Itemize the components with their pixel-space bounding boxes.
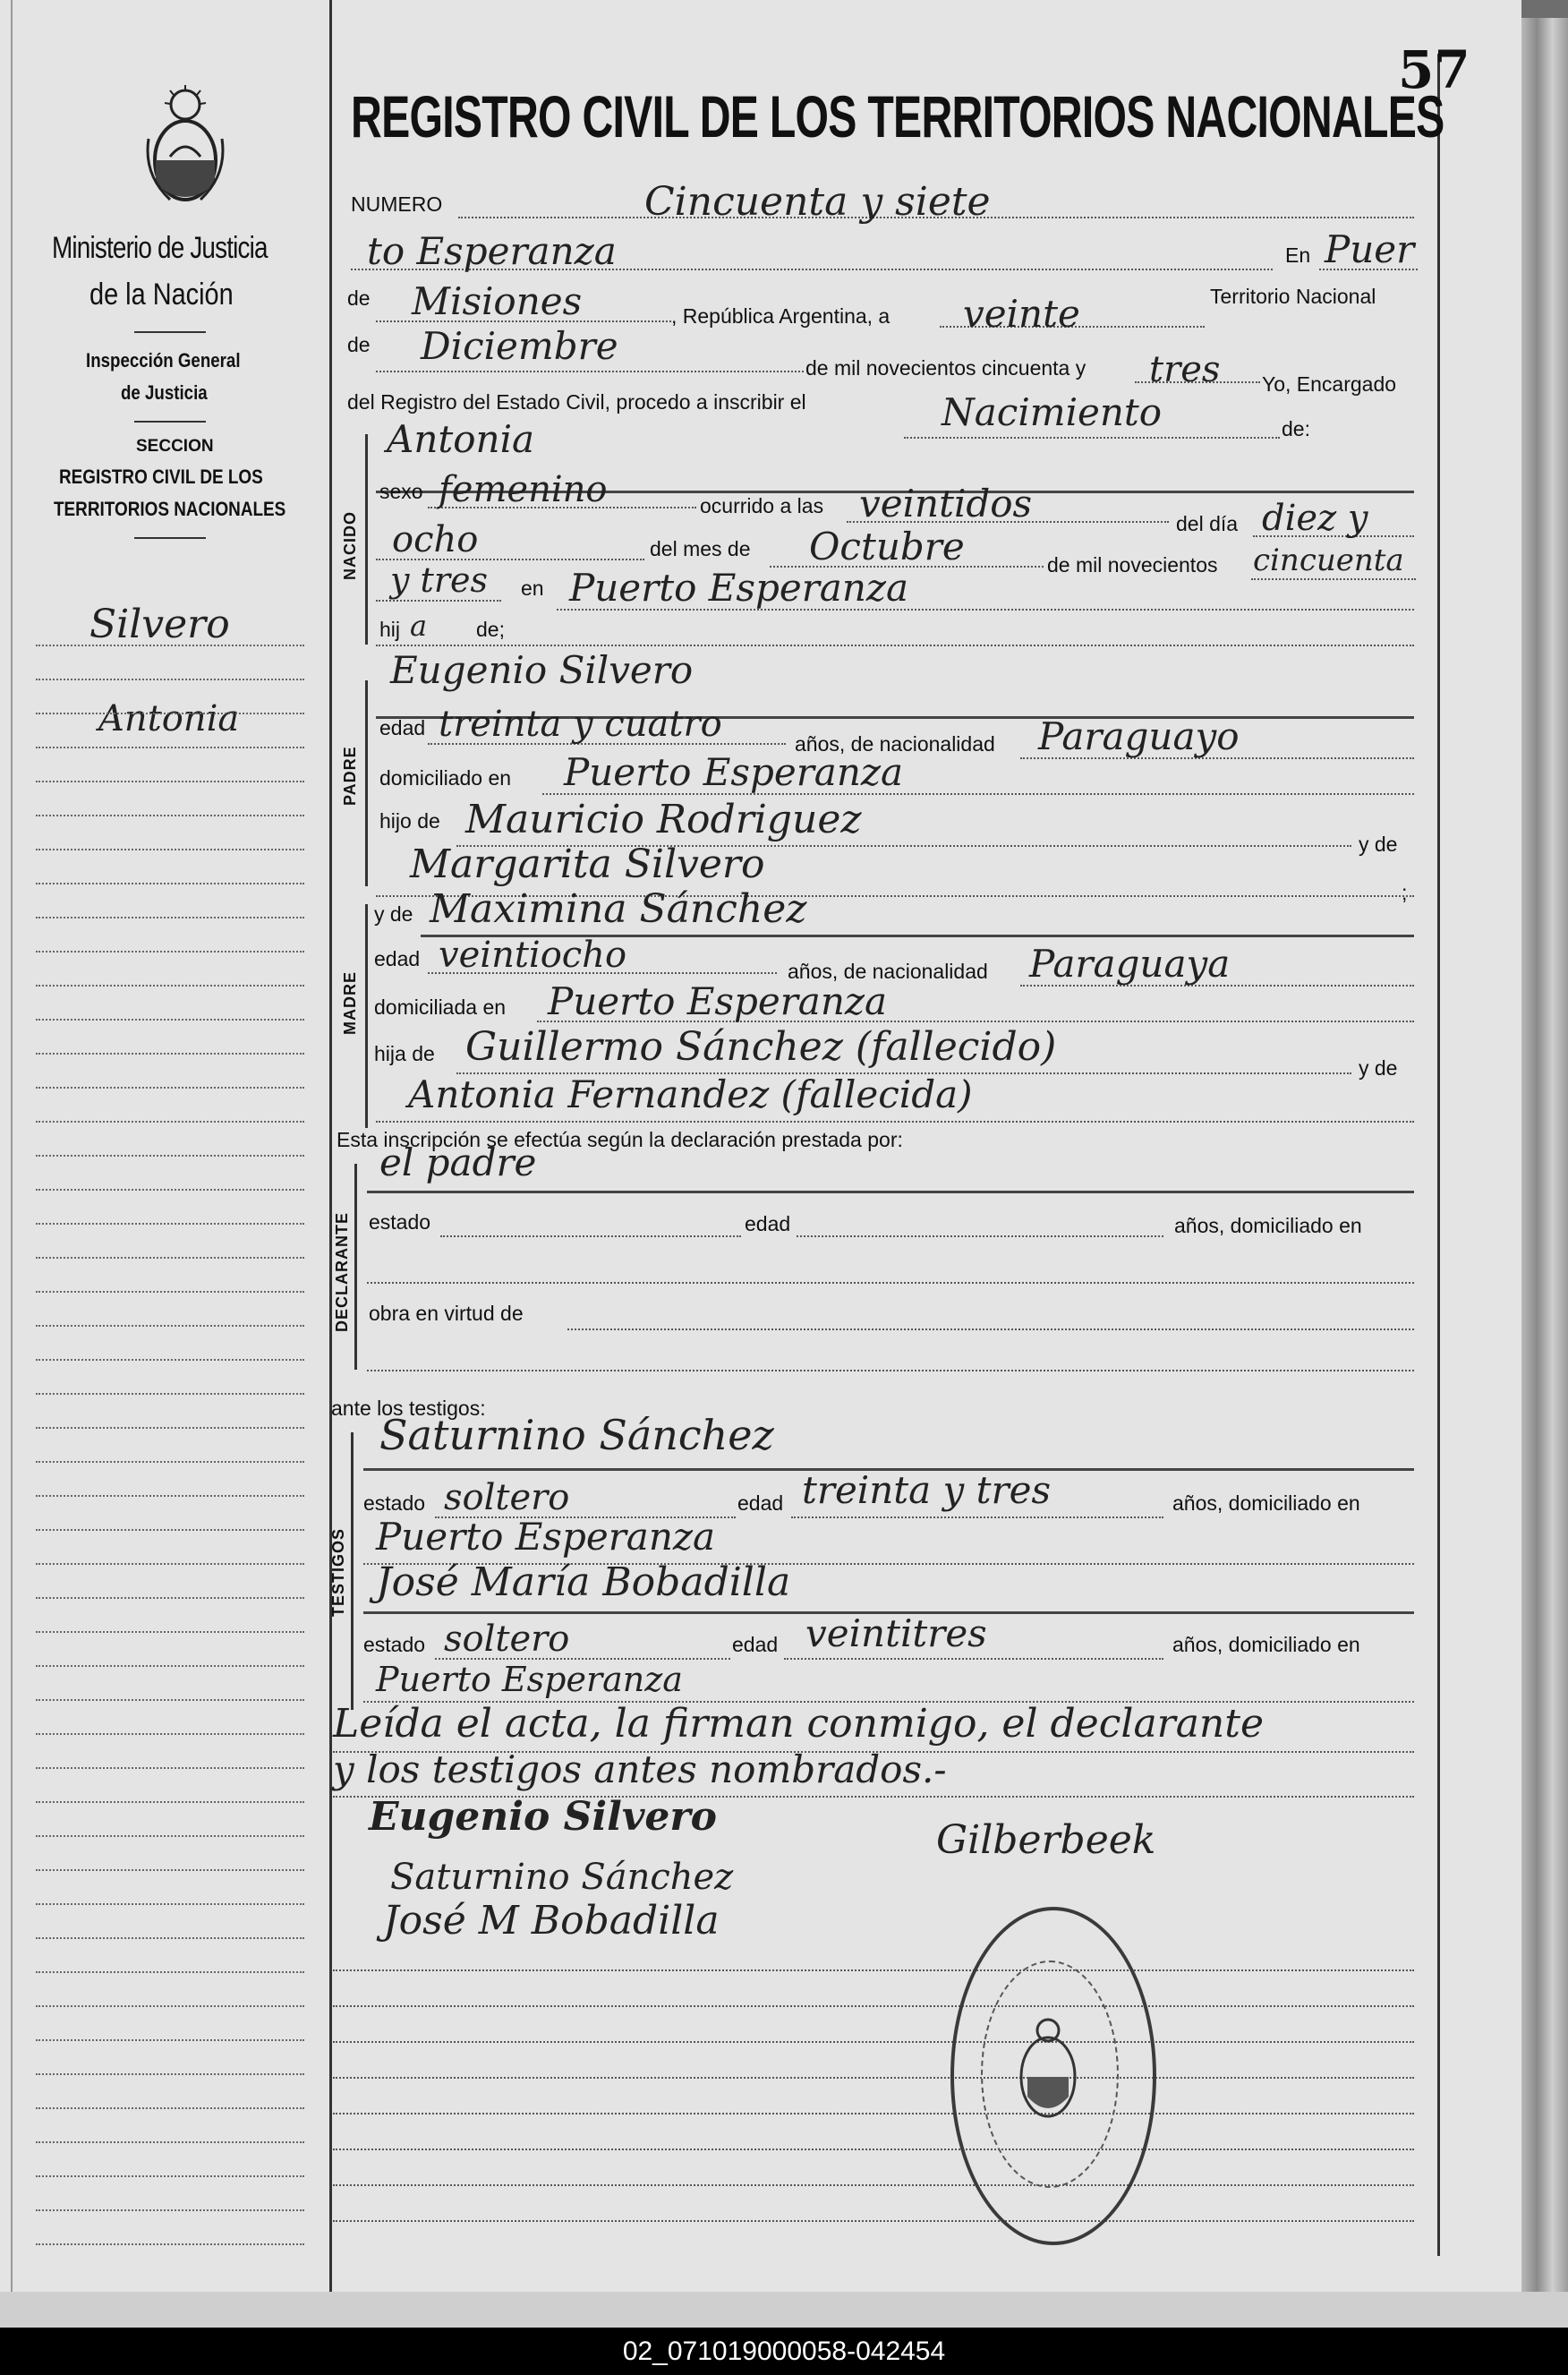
entry-padre-madre: Margarita Silvero — [410, 842, 765, 887]
label-del-registro: del Registro del Estado Civil, procedo a inscribir el — [347, 390, 806, 414]
sidebar-rule — [36, 1155, 304, 1157]
main-rule — [333, 2113, 1414, 2114]
sidebar-rule — [36, 2039, 304, 2041]
signature-testigo1: Saturnino Sánchez — [390, 1857, 734, 1898]
sidebar-rule — [36, 1427, 304, 1429]
footer-code: 02_071019000058-042454 — [622, 2336, 946, 2366]
line-edad-declarante — [797, 1235, 1163, 1237]
sidebar-rule — [36, 1937, 304, 1939]
entry-declarante: el padre — [379, 1141, 537, 1184]
entry-acto: Nacimiento — [942, 390, 1163, 434]
entry-madre-nombre: Maximina Sánchez — [430, 886, 807, 932]
entry-padre-edad: treinta y cuatro — [439, 704, 722, 745]
line-anio-nac — [1251, 578, 1416, 580]
label-de-semicolon: de; — [476, 618, 505, 641]
sidebar-rule — [36, 1087, 304, 1089]
sidebar-rule — [36, 1189, 304, 1191]
entry-testigo2-edad: veintitres — [805, 1611, 987, 1655]
entry-madre-padre: Guillermo Sánchez (fallecido) — [465, 1024, 1057, 1070]
sidebar-rule — [36, 1699, 304, 1701]
entry-testigo1-domicilio: Puerto Esperanza — [376, 1515, 716, 1559]
nacido-bracket — [365, 434, 368, 645]
main-rule — [333, 2041, 1414, 2043]
label-y-de-madre-2: y de — [1359, 1056, 1398, 1080]
label-domiciliada-madre: domiciliada en — [374, 995, 507, 1019]
line-obra-2 — [367, 1370, 1414, 1371]
line-mes — [376, 371, 804, 372]
entry-padre-nacionalidad: Paraguayo — [1038, 714, 1240, 758]
label-y-de-padre: y de — [1359, 833, 1398, 856]
label-estado-testigo2: estado — [363, 1633, 426, 1656]
label-mil-novecientos: de mil novecientos cincuenta y — [805, 356, 1087, 380]
entry-numero: Cincuenta y siete — [644, 179, 991, 225]
sidebar-rule — [36, 1461, 304, 1463]
sidebar-rule — [36, 2141, 304, 2143]
entry-dia: veinte — [963, 292, 1080, 336]
left-margin-line — [11, 0, 13, 2292]
label-hij: hij — [379, 618, 401, 641]
entry-testigo2-estado: soltero — [444, 1619, 570, 1660]
sidebar-rule — [36, 1801, 304, 1803]
entry-padre-nombre: Eugenio Silvero — [390, 648, 694, 692]
sidebar-rule — [36, 679, 304, 680]
stamp-emblem-icon — [1010, 2014, 1087, 2131]
signature-testigo2: José M Bobadilla — [383, 1898, 720, 1944]
entry-sexo: femenino — [439, 469, 608, 510]
sidebar-rule — [36, 2243, 304, 2245]
sidebar-divider-short-3 — [134, 537, 206, 539]
entry-mes: Diciembre — [421, 324, 618, 368]
entry-testigo1-estado: soltero — [444, 1477, 570, 1518]
label-obra-virtud: obra en virtud de — [369, 1302, 524, 1325]
label-anos-nac-padre: años, de nacionalidad — [795, 732, 995, 756]
label-numero: NUMERO — [351, 192, 443, 216]
main-rule — [333, 2149, 1414, 2150]
section-line-1: REGISTRO CIVIL DE LOS — [59, 466, 263, 488]
label-sexo: sexo — [379, 480, 423, 503]
sidebar-rule — [36, 1223, 304, 1225]
sidebar-rule — [36, 1903, 304, 1905]
entry-nombre: Antonia — [387, 417, 535, 461]
label-edad-padre: edad — [379, 716, 426, 739]
sidebar-rule — [36, 1631, 304, 1633]
closing-line-2: y los testigos antes nombrados.- — [333, 1747, 947, 1791]
entry-testigo2-nombre: José María Bobadilla — [376, 1559, 791, 1605]
signature-encargado: Gilberbeek — [936, 1817, 1156, 1863]
entry-testigo1-nombre: Saturnino Sánchez — [379, 1411, 774, 1459]
entry-testigo1-edad: treinta y tres — [802, 1468, 1052, 1512]
right-margin-line — [1437, 54, 1440, 2256]
entry-testigo2-domicilio: Puerto Esperanza — [376, 1660, 683, 1699]
sidebar-rule — [36, 849, 304, 850]
entry-place-cont: to Esperanza — [367, 229, 617, 273]
entry-anio-nac: cincuenta — [1253, 542, 1404, 578]
label-anos-dom-declarante: años, domiciliado en — [1174, 1214, 1362, 1237]
entry-padre-padre: Mauricio Rodriguez — [465, 797, 862, 842]
sidebar-rule — [36, 1733, 304, 1735]
main-rule — [333, 2005, 1414, 2007]
sidebar-rule — [36, 1563, 304, 1565]
testigos-bracket — [351, 1432, 354, 1710]
main-rule — [333, 1969, 1414, 1971]
line-madre-madre — [376, 1121, 1414, 1123]
label-semicolon: ; — [1402, 881, 1408, 904]
footer-bar — [0, 2328, 1568, 2375]
label-de-mil-nov: de mil novecientos — [1047, 553, 1218, 577]
line-declarante — [367, 1191, 1414, 1193]
entry-hij-suffix: a — [410, 609, 428, 643]
line-obra — [567, 1328, 1414, 1330]
line-testigo2-edad — [784, 1658, 1163, 1660]
sidebar-rule — [36, 1767, 304, 1769]
line-estado-declarante — [440, 1235, 741, 1237]
label-nacido: NACIDO — [341, 511, 359, 580]
label-y-de-madre: y de — [374, 902, 413, 926]
page-title: REGISTRO CIVIL DE LOS TERRITORIOS NACIONALES — [351, 83, 1444, 150]
label-republica: , República Argentina, a — [671, 304, 891, 328]
label-ocurrido: ocurrido a las — [700, 494, 824, 517]
sidebar-rule — [36, 2175, 304, 2177]
label-en-lugar: en — [521, 577, 544, 600]
sidebar-rule — [36, 1665, 304, 1667]
sidebar-rule — [36, 1053, 304, 1055]
ministry-line-2: de la Nación — [89, 278, 234, 312]
label-de-mes: de — [347, 333, 371, 356]
padre-bracket — [365, 680, 368, 886]
sidebar-surname: Silvero — [89, 602, 230, 647]
label-del-dia: del día — [1176, 512, 1239, 535]
sidebar-rule — [36, 1529, 304, 1531]
sidebar-rule — [36, 883, 304, 884]
sidebar-rule — [36, 815, 304, 816]
page-number: 57 — [1398, 39, 1470, 100]
coat-of-arms-icon — [143, 85, 227, 207]
entry-lugar-nac: Puerto Esperanza — [569, 566, 909, 610]
madre-bracket — [365, 904, 368, 1128]
sidebar-rule — [36, 1971, 304, 1973]
sidebar-divider-short — [134, 331, 206, 333]
section-label: SECCION — [136, 437, 214, 456]
signature-declarante: Eugenio Silvero — [369, 1794, 717, 1840]
line-anio-nac-cont — [376, 600, 501, 602]
sidebar-rule — [36, 1869, 304, 1871]
line-testigo1-edad — [791, 1516, 1163, 1518]
label-de-territorio: de — [347, 286, 371, 310]
sidebar-rule — [36, 1835, 304, 1837]
sidebar-rule — [36, 645, 304, 646]
entry-anio: tres — [1149, 349, 1221, 390]
entry-madre-nacionalidad: Paraguaya — [1029, 942, 1231, 986]
sidebar-given-name: Antonia — [98, 698, 240, 739]
label-estado-declarante: estado — [369, 1210, 431, 1234]
label-edad-madre: edad — [374, 947, 421, 970]
label-anos-dom-testigo2: años, domiciliado en — [1172, 1633, 1360, 1656]
sidebar-rule — [36, 713, 304, 714]
sidebar-rule — [36, 985, 304, 987]
label-edad-testigo2: edad — [732, 1633, 779, 1656]
label-hijo-de: hijo de — [379, 809, 440, 833]
label-edad-testigo1: edad — [737, 1491, 784, 1515]
entry-anio-nac-cont: y tres — [390, 560, 488, 600]
label-territorio: Territorio Nacional — [1210, 285, 1376, 308]
book-edge — [1521, 18, 1568, 2292]
main-rule — [333, 2077, 1414, 2079]
label-esta-inscripcion: Esta inscripción se efectúa según la declaración prestada por: — [337, 1128, 903, 1151]
entry-en-place: Puer — [1325, 227, 1415, 271]
sidebar-rule — [36, 1291, 304, 1293]
label-yo-encargado: Yo, Encargado — [1262, 372, 1397, 396]
line-hij — [376, 645, 1414, 646]
label-del-mes: del mes de — [650, 537, 751, 560]
label-domiciliado-padre: domiciliado en — [379, 766, 512, 790]
sidebar-rule — [36, 1495, 304, 1497]
entry-dia-nac-cont: ocho — [392, 519, 479, 560]
sidebar-rule — [36, 951, 304, 953]
entry-padre-domicilio: Puerto Esperanza — [564, 750, 904, 794]
sidebar-rule — [36, 1325, 304, 1327]
entry-madre-edad: veintiocho — [439, 935, 627, 976]
entry-mes-nac: Octubre — [809, 525, 965, 568]
sidebar-divider-short-2 — [134, 421, 206, 423]
sidebar-rule — [36, 781, 304, 782]
label-declarante: DECLARANTE — [333, 1212, 351, 1332]
scan-bottom-edge — [0, 2292, 1568, 2328]
entry-territorio: Misiones — [412, 279, 583, 323]
label-de-colon: de: — [1282, 417, 1310, 440]
sidebar-rule — [36, 2073, 304, 2075]
label-edad-declarante: edad — [745, 1212, 791, 1235]
label-hija-de: hija de — [374, 1042, 435, 1065]
label-estado-testigo1: estado — [363, 1491, 426, 1515]
main-rule — [333, 2220, 1414, 2222]
sidebar-divider — [329, 0, 332, 2292]
label-ante-testigos: ante los testigos: — [331, 1397, 486, 1420]
sidebar-rule — [36, 2209, 304, 2211]
section-line-2: TERRITORIOS NACIONALES — [54, 498, 286, 520]
declarante-bracket — [354, 1164, 357, 1370]
main-rule — [333, 2184, 1414, 2186]
sidebar-rule — [36, 2005, 304, 2007]
label-anos-nac-madre: años, de nacionalidad — [788, 960, 988, 983]
sidebar-rule — [36, 1393, 304, 1395]
sidebar-rule — [36, 747, 304, 748]
entry-madre-domicilio: Puerto Esperanza — [548, 979, 888, 1023]
line-acto — [904, 437, 1280, 439]
sidebar-rule — [36, 1019, 304, 1021]
sidebar-rule — [36, 1597, 304, 1599]
sidebar-rule — [36, 1359, 304, 1361]
line-declarante-dom — [367, 1282, 1414, 1284]
label-anos-dom-testigo1: años, domiciliado en — [1172, 1491, 1360, 1515]
entry-dia-nac: diez y — [1262, 498, 1368, 539]
closing-line-1: Leída el acta, la firman conmigo, el declarante — [333, 1701, 1264, 1747]
label-testigos: TESTIGOS — [329, 1527, 347, 1617]
label-en: En — [1285, 243, 1311, 267]
sidebar-rule — [36, 1257, 304, 1259]
inspection-line-2: de Justicia — [121, 381, 208, 404]
label-madre: MADRE — [341, 971, 359, 1035]
entry-madre-madre: Antonia Fernandez (fallecida) — [408, 1072, 973, 1116]
sidebar-rule — [36, 1121, 304, 1123]
inspection-line-1: Inspección General — [86, 349, 241, 372]
label-padre: PADRE — [341, 746, 359, 806]
sidebar-rule — [36, 917, 304, 918]
ministry-line-1: Ministerio de Justicia — [52, 231, 268, 265]
entry-hora: veintidos — [859, 482, 1033, 525]
sidebar-rule — [36, 2107, 304, 2109]
